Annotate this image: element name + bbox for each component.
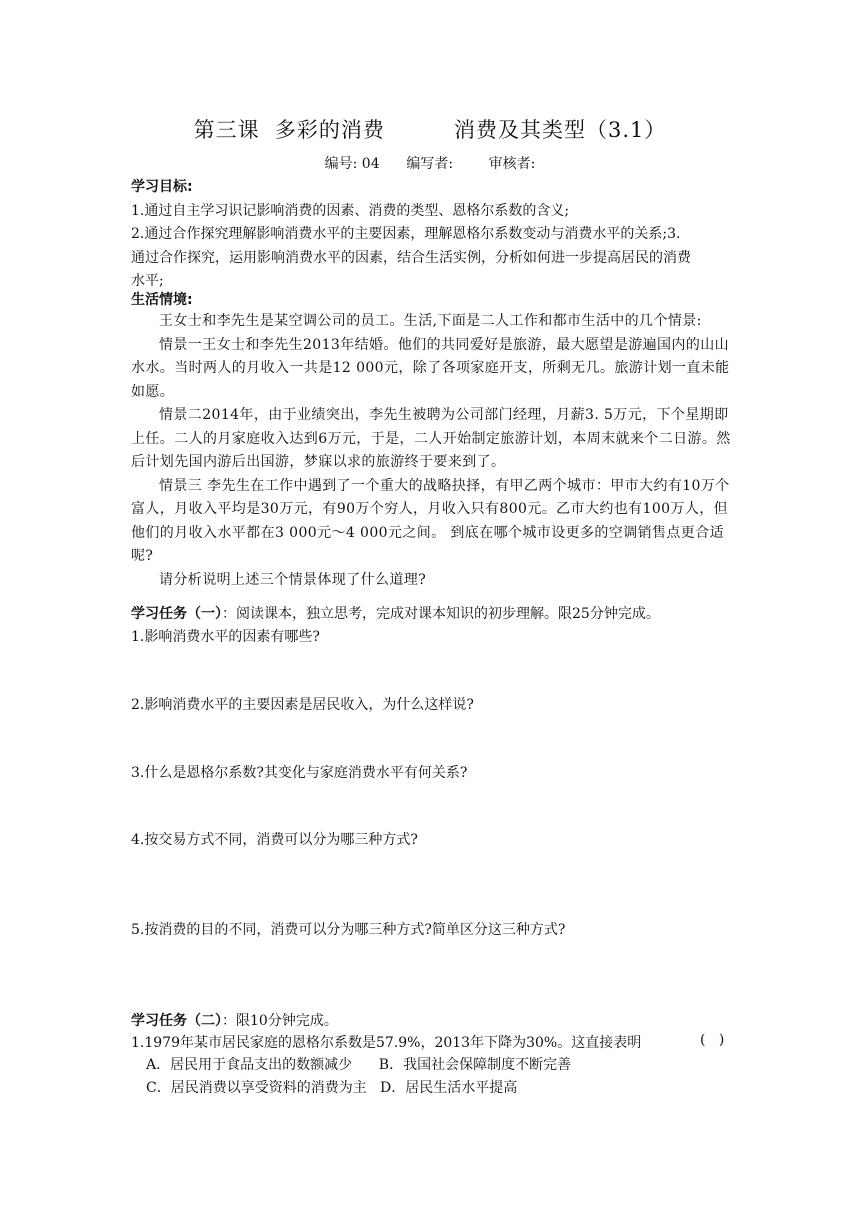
page-title: 第三课 多彩的消费 消费及其类型（3.1） bbox=[193, 118, 667, 142]
task2-line bbox=[131, 1010, 338, 1030]
situation-text bbox=[131, 310, 733, 592]
answer-options-row: C．居民消费以享受资料的消费为主 D．居民生活水平提高 bbox=[146, 1080, 518, 1096]
answer-blank: ( ) bbox=[700, 1032, 725, 1048]
objective-line: 通过合作探究，运用影响消费水平的因素，结合生活实例，分析如何进一步提高居民的消费 bbox=[131, 249, 691, 266]
answer-options-row: A．居民用于食品支出的数额减少 B．我国社会保障制度不断完善 bbox=[146, 1057, 572, 1073]
objective-line: 1.通过自主学习识记影响消费的因素、消费的类型、恩格尔系数的含义; bbox=[131, 202, 570, 219]
situation-paragraph: 情景二2014年，由于业绩突出，李先生被聘为公司部门经理，月薪3. 5万元，下个星期即上任。二人的月家庭收入达到6万元，于是，二人开始制定旅游计划，本周末就来个二日游。然后计划先国内游后出国游，梦寐以求的旅游终于要来到了。 bbox=[131, 407, 731, 470]
task1-question: 3.什么是恩格尔系数?其变化与家庭消费水平有何关系? bbox=[131, 765, 468, 781]
task1-question: 1.影响消费水平的因素有哪些? bbox=[131, 629, 320, 645]
task1-heading: 学习任务（一） bbox=[131, 606, 222, 622]
task2-heading: 学习任务（二） bbox=[131, 1013, 222, 1029]
task1-question: 4.按交易方式不同，消费可以分为哪三种方式? bbox=[131, 832, 418, 848]
situation-paragraph: 情景三 李先生在工作中遇到了一个重大的战略抉择，有甲乙两个城市：甲市大约有10万个富人，月收入平均是30万元，有90万个穷人，月收入只有800元。乙市大约也有100万人，但他们的月收入水平都在3 000元～4 000元之间。 到底在哪个城市设更多的空调销售点更合适呢? bbox=[131, 477, 730, 564]
task1-line bbox=[131, 603, 660, 623]
task1-question: 2.影响消费水平的主要因素是居民收入，为什么这样说? bbox=[131, 697, 474, 713]
objective-line: 2.通过合作探究理解影响消费水平的主要因素，理解恩格尔系数变动与消费水平的关系;3. bbox=[131, 226, 681, 242]
situation-paragraph: 情景一王女士和李先生2013年结婚。他们的共同爱好是旅游，最大愿望是游遍国内的山山水水。当时两人的月收入一共是12 000元，除了各项家庭开支，所剩无几。旅游计划一直未能如愿。 bbox=[131, 336, 730, 400]
situation-paragraph: 王女士和李先生是某空调公司的员工。生活,下面是二人工作和都市生活中的几个情景: bbox=[159, 313, 702, 329]
situation-heading: 生活情境: bbox=[131, 292, 193, 308]
objectives-section bbox=[131, 176, 731, 294]
situation-paragraph: 请分析说明上述三个情景体现了什么道理? bbox=[159, 571, 427, 588]
task1-question: 5.按消费的目的不同，消费可以分为哪三种方式?简单区分这三种方式? bbox=[131, 922, 566, 938]
task1-instruction: ：阅读课本，独立思考，完成对课本知识的初步理解。限25分钟完成。 bbox=[222, 606, 660, 622]
objectives-heading: 学习目标: bbox=[131, 179, 193, 195]
task2-question: 1.1979年某市居民家庭的恩格尔系数是57.9%，2013年下降为30%。这直接表明 bbox=[131, 1035, 642, 1051]
task2-instruction: ：限10分钟完成。 bbox=[222, 1013, 338, 1029]
objective-line: 水平; bbox=[131, 273, 164, 289]
doc-meta: 编号: 04 编写者: 审核者: bbox=[324, 156, 536, 172]
